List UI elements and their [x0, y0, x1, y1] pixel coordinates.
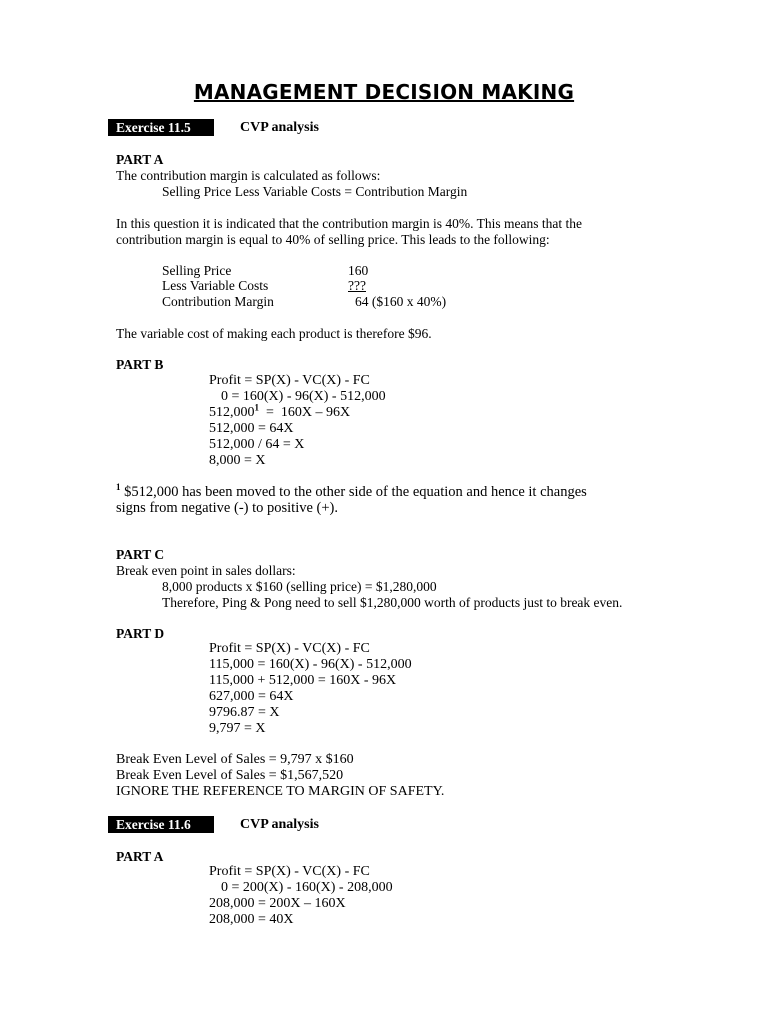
footnote [116, 484, 587, 500]
equation-line: 0 = 200(X) - 160(X) - 208,000 [221, 880, 393, 895]
equation-line: Profit = SP(X) - VC(X) - FC [209, 373, 370, 388]
table-row-value: 160 [348, 263, 369, 278]
table-row-label: Selling Price [162, 263, 232, 278]
part-a-conclusion: The variable cost of making each product is therefore $96. [116, 326, 432, 341]
break-even-line: Break Even Level of Sales = 9,797 x $160 [116, 752, 354, 767]
equation-line: 8,000 = X [209, 453, 266, 468]
equation-line: Profit = SP(X) - VC(X) - FC [209, 641, 370, 656]
instruction-note: IGNORE THE REFERENCE TO MARGIN OF SAFETY. [116, 784, 445, 799]
part-a-heading: PART A [116, 849, 164, 864]
equation-line: 208,000 = 40X [209, 912, 294, 927]
break-even-line: Break Even Level of Sales = $1,567,520 [116, 768, 344, 783]
footnote-marker: 1 [116, 482, 121, 493]
part-c-heading: PART C [116, 547, 165, 562]
equation-line: 115,000 + 512,000 = 160X - 96X [209, 673, 397, 688]
part-a-intro: The contribution margin is calculated as follows: [116, 168, 381, 183]
equation-line [209, 402, 351, 421]
part-a-formula: Selling Price Less Variable Costs = Contribution Margin [162, 184, 468, 199]
part-b-heading: PART B [116, 357, 164, 372]
part-d-heading: PART D [116, 626, 165, 641]
equation-line: 627,000 = 64X [209, 689, 294, 704]
table-row-value: 64 ($160 x 40%) [355, 294, 447, 309]
exercise-topic: CVP analysis [240, 817, 319, 832]
part-c-line: Therefore, Ping & Pong need to sell $1,280,000 worth of products just to break even. [162, 595, 623, 610]
equation-line: 512,000 = 64X [209, 421, 294, 436]
table-row-label: Contribution Margin [162, 294, 274, 309]
part-c-intro: Break even point in sales dollars: [116, 563, 296, 578]
footnote-text: $512,000 has been moved to the other side of the equation and hence it changes [120, 484, 587, 500]
equation-term: 512,000 [209, 405, 255, 420]
exercise-badge: Exercise 11.5 [108, 119, 214, 136]
equation-line: Profit = SP(X) - VC(X) - FC [209, 864, 370, 879]
part-a-heading: PART A [116, 152, 164, 167]
table-row-value: ??? [348, 278, 366, 293]
part-a-paragraph-line-1: In this question it is indicated that the contribution margin is 40%. This means that the [116, 216, 582, 231]
equation-line: 512,000 / 64 = X [209, 437, 305, 452]
table-row-label: Less Variable Costs [162, 278, 269, 293]
equation-line: 9796.87 = X [209, 705, 280, 720]
exercise-topic: CVP analysis [240, 120, 319, 135]
page-title: MANAGEMENT DECISION MAKING [193, 80, 575, 104]
equation-line: 9,797 = X [209, 721, 266, 736]
equation-line: 208,000 = 200X – 160X [209, 896, 346, 911]
footnote-continued: signs from negative (-) to positive (+). [116, 500, 339, 516]
equation-line: 115,000 = 160(X) - 96(X) - 512,000 [209, 657, 412, 672]
exercise-badge: Exercise 11.6 [108, 816, 214, 833]
part-c-line: 8,000 products x $160 (selling price) = $1,280,000 [162, 579, 437, 594]
part-a-paragraph-line-2: contribution margin is equal to 40% of selling price. This leads to the following: [116, 232, 550, 247]
equation-term: = 160X – 96X [259, 405, 351, 420]
equation-line: 0 = 160(X) - 96(X) - 512,000 [221, 389, 386, 404]
footnote-marker: 1 [254, 402, 259, 413]
